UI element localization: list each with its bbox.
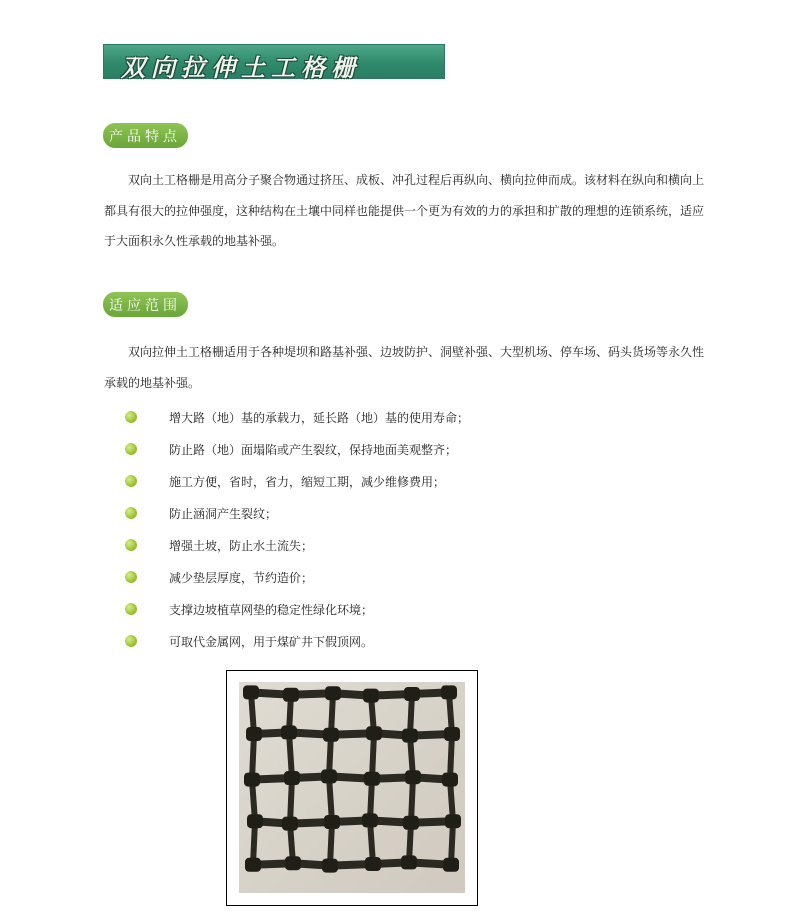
section-tag-label: 适应范围 — [109, 298, 181, 314]
grid-knot — [365, 857, 381, 871]
geogrid-icon — [239, 682, 465, 893]
grid-knot — [402, 729, 418, 743]
grid-knot — [282, 817, 298, 831]
grid-knot — [364, 772, 380, 786]
grid-knot — [285, 856, 301, 870]
grid-knot — [405, 770, 421, 784]
list-item-text: 减少垫层厚度，节约造价； — [169, 570, 314, 585]
list-item-text: 防止涵洞产生裂纹； — [169, 506, 278, 521]
applications-paragraph: 双向拉伸土工格栅适用于各种堤坝和路基补强、边坡防护、洞壁补强、大型机场、停车场、码头货场等永久性承载的地基补强。 — [104, 345, 705, 390]
grid-knot — [444, 727, 460, 741]
grid-knot — [321, 769, 337, 783]
list-item — [125, 433, 469, 465]
bullet-dot-icon — [125, 507, 137, 519]
list-item-text: 可取代金属网，用于煤矿井下假顶网。 — [169, 634, 374, 649]
grid-knot — [362, 813, 378, 827]
grid-knot — [443, 858, 459, 872]
list-item-text: 增大路（地）基的承载力，延长路（地）基的使用寿命； — [169, 410, 470, 425]
grid-knot — [404, 687, 420, 701]
list-item — [125, 625, 469, 657]
grid-knot — [323, 728, 339, 742]
section-tag-label: 产品特点 — [109, 129, 181, 145]
list-item-text: 增强土坡，防止水土流失； — [169, 538, 314, 553]
bullet-dot-icon — [125, 635, 137, 647]
list-item-text: 支撑边坡植草网垫的稳定性绿化环境； — [169, 602, 374, 617]
grid-knot — [322, 859, 338, 873]
grid-knot — [441, 685, 457, 699]
grid-knot — [246, 727, 262, 741]
bullet-dot-icon — [125, 411, 137, 423]
list-item — [125, 401, 469, 433]
grid-knot — [283, 688, 299, 702]
product-photo-frame — [226, 670, 478, 906]
geogrid-photo — [239, 682, 465, 893]
bullet-dot-icon — [125, 603, 137, 615]
grid-knot — [245, 858, 261, 872]
bullet-dot-icon — [125, 475, 137, 487]
grid-knot — [403, 816, 419, 830]
list-item — [125, 561, 469, 593]
list-item — [125, 497, 469, 529]
section-tag-features — [103, 123, 188, 148]
grid-rib — [253, 862, 451, 865]
grid-knot — [284, 771, 300, 785]
applications-list — [125, 401, 469, 657]
list-item — [125, 465, 469, 497]
grid-knot — [366, 726, 382, 740]
bullet-dot-icon — [125, 443, 137, 455]
section-tag-applications — [103, 292, 188, 317]
list-item-text: 防止路（地）面塌陷或产生裂纹，保持地面美观整齐； — [169, 442, 458, 457]
grid-knot — [281, 725, 297, 739]
grid-knot — [401, 855, 417, 869]
grid-knot — [363, 689, 379, 703]
page-title-banner — [103, 44, 445, 82]
grid-knot — [325, 686, 341, 700]
list-item — [125, 593, 469, 625]
grid-knot — [247, 814, 263, 828]
grid-knot — [442, 773, 458, 787]
grid-knot — [244, 773, 260, 787]
bullet-dot-icon — [125, 539, 137, 551]
list-item-text: 施工方便，省时，省力，缩短工期，减少维修费用； — [169, 474, 446, 489]
bullet-dot-icon — [125, 571, 137, 583]
grid-knot — [445, 814, 461, 828]
list-item — [125, 529, 469, 561]
grid-knot — [243, 685, 259, 699]
grid-knot — [324, 815, 340, 829]
page-title: 双向拉伸土工格栅 — [121, 53, 361, 82]
features-paragraph: 双向土工格栅是用高分子聚合物通过挤压、成板、冲孔过程后再纵向、横向拉伸而成。该材料在纵向和横向上都具有很大的拉伸强度，这种结构在土壤中同样也能提供一个更为有效的力的承担和扩散的理想的连锁系统，适应于大面积永久性承载的地基补强。 — [104, 173, 705, 248]
